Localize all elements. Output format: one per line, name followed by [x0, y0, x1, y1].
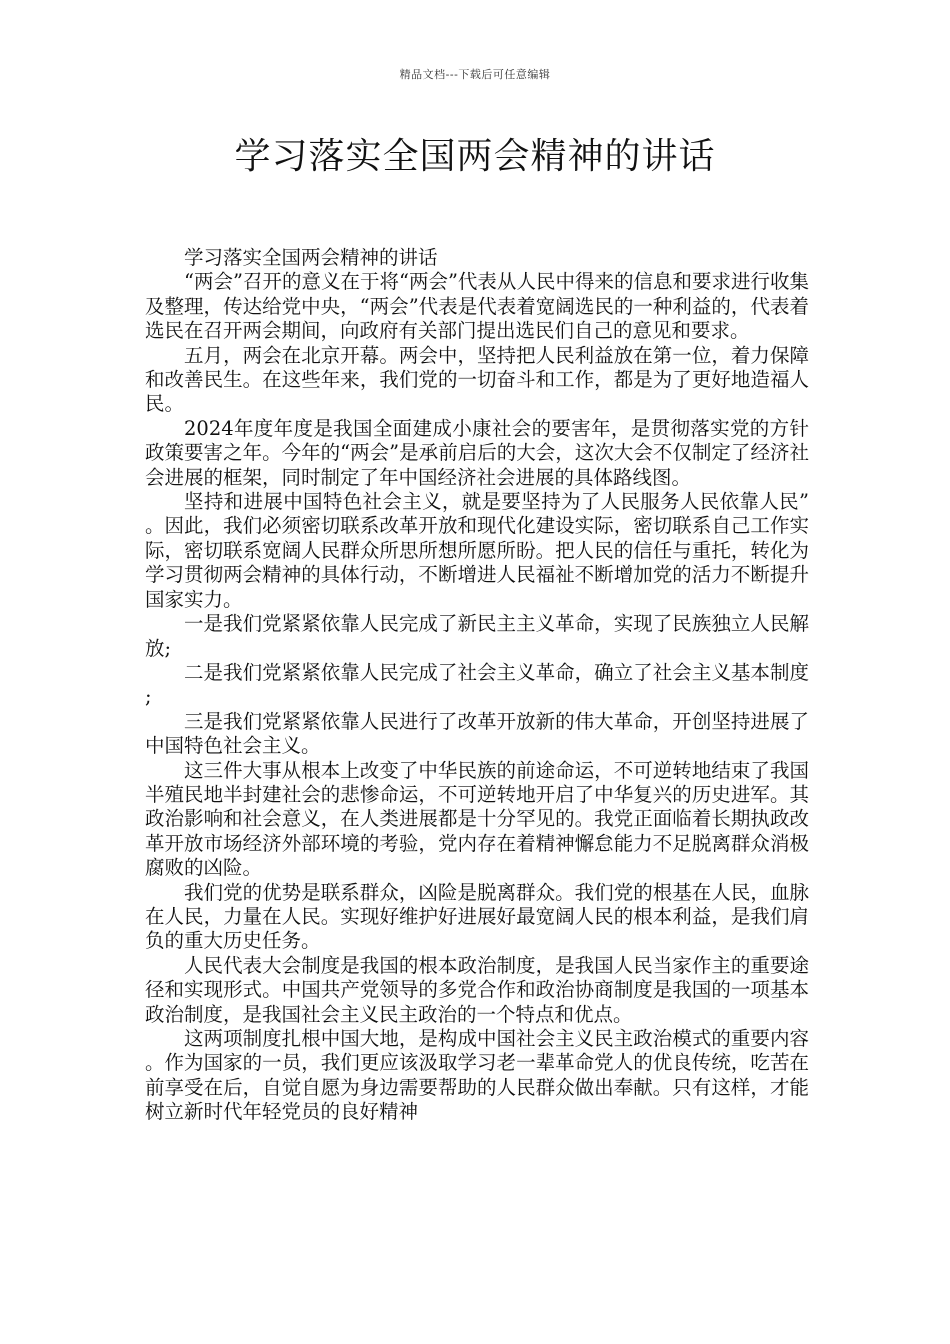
page-title: 学习落实全国两会精神的讲话 [234, 136, 716, 177]
header-note: 精品文档---下载后可任意编辑 [399, 68, 551, 81]
paragraph: 这两项制度扎根中国大地，是构成中国社会主义民主政治模式的重要内容。作为国家的一员，我们更应该汲取学习老一辈革命党人的优良传统，吃苦在前享受在后，自觉自愿为身边需要帮助的人民群众做出奉献。只有这样，才能树立新时代年轻党员的良好精神 [145, 1027, 809, 1124]
paragraph-list-item: 三是我们党紧紧依靠人民进行了改革开放新的伟大革命，开创坚持进展了中国特色社会主义。 [145, 709, 809, 758]
paragraph: 五月，两会在北京开幕。两会中，坚持把人民利益放在第一位，着力保障和改善民生。在这些年来，我们党的一切奋斗和工作，都是为了更好地造福人民。 [145, 343, 809, 416]
paragraph: “两会”召开的意义在于将“两会”代表从人民中得来的信息和要求进行收集及整理，传达给党中央，“两会”代表是代表着宽阔选民的一种利益的，代表着选民在召开两会期间，向政府有关部门提出选民们自己的意见和要求。 [145, 270, 809, 343]
paragraph: 我们党的优势是联系群众，凶险是脱离群众。我们党的根基在人民，血脉在人民，力量在人民。实现好维护好进展好最宽阔人民的根本利益，是我们肩负的重大历史任务。 [145, 880, 809, 953]
paragraph: 坚持和进展中国特色社会主义，就是要坚持为了人民服务人民依靠人民”。因此，我们必须密切联系改革开放和现代化建设实际，密切联系自己工作实际，密切联系宽阔人民群众所思所想所愿所盼。把人民的信任与重托，转化为学习贯彻两会精神的具体行动，不断增进人民福祉不断增加党的活力不断提升国家实力。 [145, 490, 809, 611]
paragraph-list-item: 二是我们党紧紧依靠人民完成了社会主义革命，确立了社会主义基本制度; [145, 660, 809, 709]
paragraph-subtitle: 学习落实全国两会精神的讲话 [184, 246, 438, 269]
paragraph: 人民代表大会制度是我国的根本政治制度，是我国人民当家作主的重要途径和实现形式。中国共产党领导的多党合作和政治协商制度是我国的一项基本政治制度，是我国社会主义民主政治的一个特点和优点。 [145, 953, 809, 1026]
paragraph: 2024年度年度是我国全面建成小康社会的要害年，是贯彻落实党的方针政策要害之年。今年的“两会”是承前启后的大会，这次大会不仅制定了经济社会进展的框架，同时制定了年中国经济社会进展的具体路线图。 [145, 416, 809, 489]
paragraph: 这三件大事从根本上改变了中华民族的前途命运，不可逆转地结束了我国半殖民地半封建社会的悲惨命运，不可逆转地开启了中华复兴的历史进军。其政治影响和社会意义，在人类进展都是十分罕见的。我党正面临着长期执政改革开放市场经济外部环境的考验，党内存在着精神懈怠能力不足脱离群众消极腐败的凶险。 [145, 758, 809, 880]
paragraph-list-item: 一是我们党紧紧依靠人民完成了新民主主义革命，实现了民族独立人民解放; [145, 612, 809, 660]
document-body [145, 246, 809, 1125]
